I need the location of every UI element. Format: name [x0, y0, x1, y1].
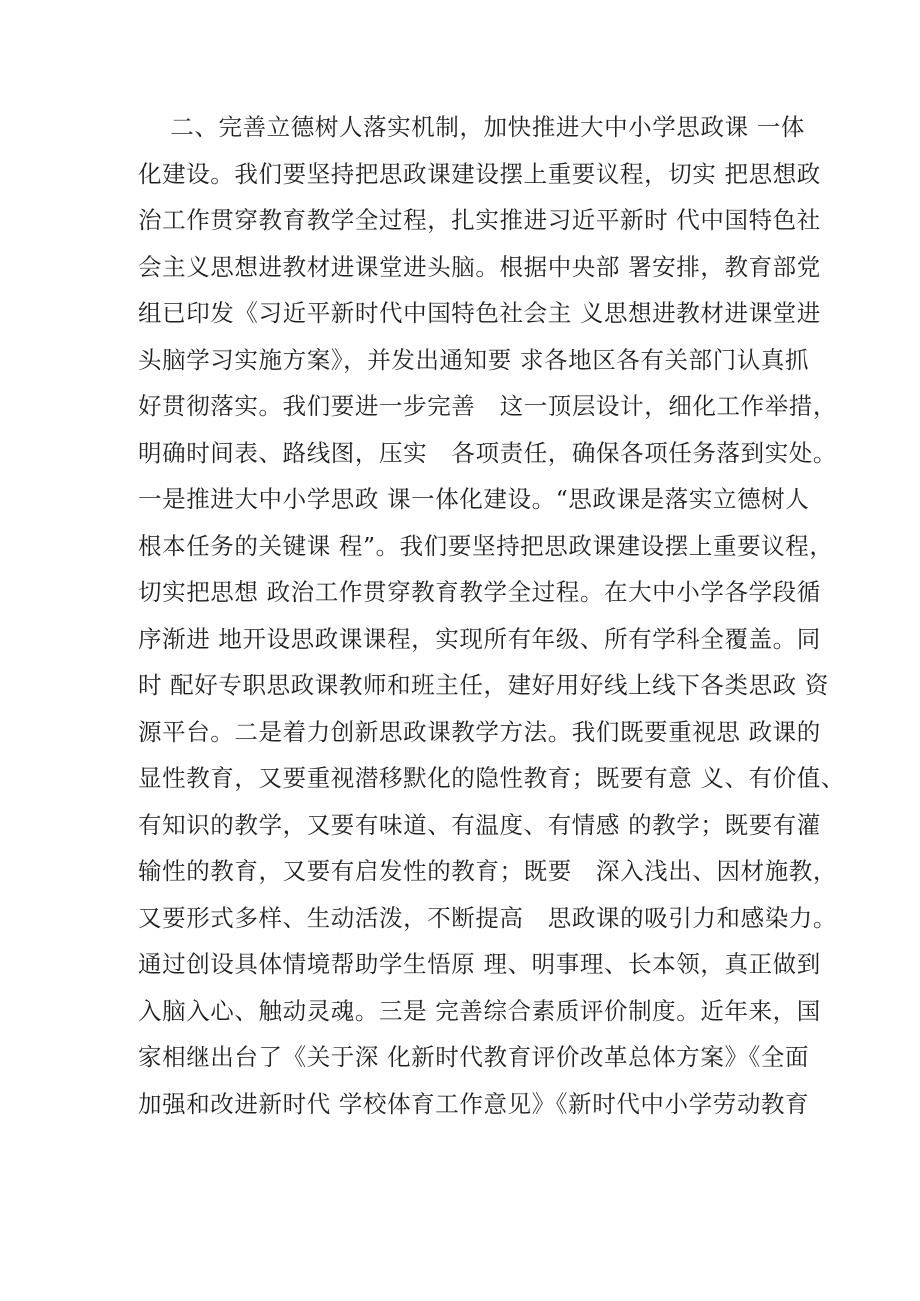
text-line: 会主义思想进教材进课堂进头脑。根据中央部 署安排，教育部党	[138, 252, 821, 281]
text-line: 家相继出台了《关于深 化新时代教育评价改革总体方案》《全面	[138, 1043, 810, 1071]
text-line: 又要形式多样、生动活泼，不断提高 思政课的吸引力和感染力。	[138, 903, 838, 932]
text-line: 二、完善立德树人落实机制，加快推进大中小学思政课 一体	[138, 113, 805, 141]
text-line: 组已印发《习近平新时代中国特色社会主 义思想进教材进课堂进	[138, 299, 821, 327]
text-line: 切实把思想 政治工作贯穿教育教学全过程。在大中小学各学段循	[138, 578, 821, 606]
text-line: 一是推进大中小学思政 课一体化建设。“思政课是落实立德树人	[138, 485, 810, 513]
text-line: 加强和改进新时代 学校体育工作意见》《新时代中小学劳动教育	[138, 1089, 810, 1118]
body-paragraph	[138, 104, 845, 1127]
text-line: 入脑入心、触动灵魂。三是 完善综合素质评价制度。近年来，国	[138, 996, 821, 1025]
text-line: 序渐进 地开设思政课课程，实现所有年级、所有学科全覆盖。同	[138, 624, 821, 653]
text-line: 治工作贯穿教育教学全过程，扎实推进习近平新时 代中国特色社	[138, 206, 821, 234]
text-line: 显性教育，又要重视潜移默化的隐性教育；既要有意 义、有价值、	[138, 764, 845, 792]
text-line: 化建设。我们要坚持把思政课建设摆上重要议程，切实 把思想政	[138, 159, 821, 188]
text-line: 通过创设具体情境帮助学生悟原 理、明事理、长本领，真正做到	[138, 950, 821, 978]
text-line: 好贯彻落实。我们要进一步完善 这一顶层设计，细化工作举措，	[138, 392, 838, 420]
text-line: 时 配好专职思政课教师和班主任，建好用好线上线下各类思政 资	[138, 671, 829, 699]
text-line: 有知识的教学，又要有味道、有温度、有情感 的教学；既要有灌	[138, 810, 821, 839]
text-line: 头脑学习实施方案》，并发出通知要 求各地区各有关部门认真抓	[138, 345, 810, 374]
text-line: 输性的教育，又要有启发性的教育；既要 深入浅出、因材施教，	[138, 857, 838, 885]
text-line: 源平台。二是着力创新思政课教学方法。我们既要重视思 政课的	[138, 717, 821, 746]
text-line: 明确时间表、路线图，压实 各项责任，确保各项任务落到实处。	[138, 438, 838, 467]
text-line: 根本任务的关键课 程”。我们要坚持把思政课建设摆上重要议程，	[138, 531, 834, 560]
